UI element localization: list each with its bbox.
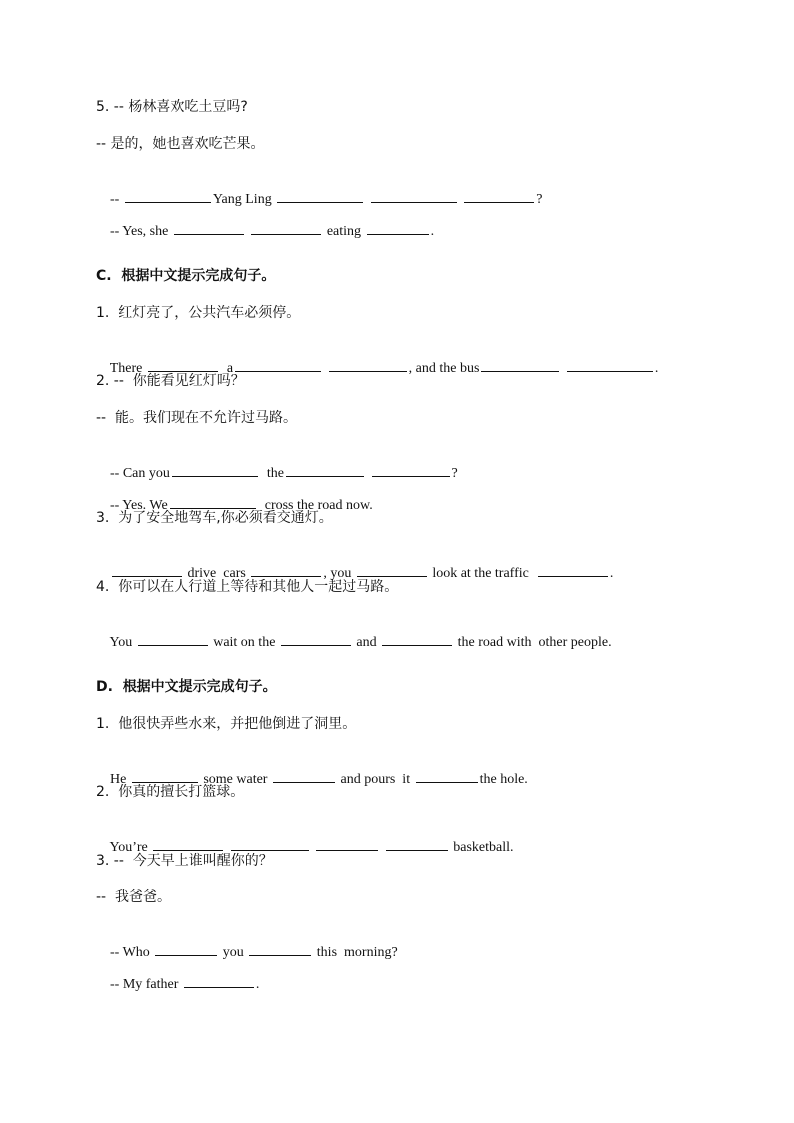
answer-blank[interactable] xyxy=(567,358,653,372)
text-segment: wait on the xyxy=(209,635,279,650)
answer-blank[interactable] xyxy=(184,974,254,988)
text-segment: . xyxy=(654,361,659,376)
c-question-1-prompt: 1. 红灯亮了，公共汽车必须停。 xyxy=(96,305,301,321)
c-question-4-line xyxy=(96,614,612,670)
text-segment: , and the bus xyxy=(408,361,480,376)
text-segment: -- Yes. We xyxy=(110,498,168,513)
answer-blank[interactable] xyxy=(329,358,407,372)
d-question-3-answer-zh: -- 我爸爸。 xyxy=(96,889,172,905)
text-segment: a xyxy=(219,361,234,376)
text-segment: -- Yes, she xyxy=(110,224,172,239)
text-segment: basketball. xyxy=(449,840,514,855)
text-segment: ? xyxy=(451,466,458,481)
text-segment: eating xyxy=(323,224,365,239)
text-segment: -- Can you xyxy=(110,466,170,481)
c-question-2-answer-zh: -- 能。我们现在不允许过马路。 xyxy=(96,410,298,426)
answer-blank[interactable] xyxy=(386,837,448,851)
answer-blank[interactable] xyxy=(249,942,311,956)
text-segment: the xyxy=(259,466,284,481)
text-segment: He xyxy=(110,772,130,787)
answer-blank[interactable] xyxy=(481,358,559,372)
answer-blank[interactable] xyxy=(367,221,429,235)
text-segment: the road with other people. xyxy=(454,635,612,650)
text-segment: and pours it xyxy=(336,772,414,787)
text-segment: , you xyxy=(323,566,355,581)
answer-blank[interactable] xyxy=(112,563,182,577)
d-question-3-line-2 xyxy=(96,956,259,1012)
answer-blank[interactable] xyxy=(148,358,218,372)
d-question-2-prompt: 2. 你真的擅长打篮球。 xyxy=(96,784,245,800)
question-5-prompt: 5. -- 杨林喜欢吃土豆吗? xyxy=(96,99,248,115)
answer-blank[interactable] xyxy=(372,463,450,477)
text-segment: . xyxy=(430,224,435,239)
answer-blank[interactable] xyxy=(382,632,452,646)
answer-blank[interactable] xyxy=(155,942,217,956)
answer-blank[interactable] xyxy=(286,463,364,477)
answer-blank[interactable] xyxy=(132,769,198,783)
answer-blank[interactable] xyxy=(273,769,335,783)
answer-blank[interactable] xyxy=(251,221,321,235)
answer-blank[interactable] xyxy=(281,632,351,646)
answer-blank[interactable] xyxy=(416,769,478,783)
text-segment: this morning? xyxy=(313,945,398,960)
text-segment: -- Who xyxy=(110,945,154,960)
answer-blank[interactable] xyxy=(357,563,427,577)
section-c-heading: C. 根据中文提示完成句子。 xyxy=(96,268,276,284)
answer-blank[interactable] xyxy=(170,495,256,509)
answer-blank[interactable] xyxy=(153,837,223,851)
question-5-line-2 xyxy=(96,203,434,259)
text-segment: ? xyxy=(536,192,543,207)
text-segment: you xyxy=(219,945,248,960)
text-segment: You’re xyxy=(109,840,152,855)
answer-blank[interactable] xyxy=(174,221,244,235)
c-question-3-prompt: 3. 为了安全地驾车,你必须看交通灯。 xyxy=(96,510,333,526)
text-segment: and xyxy=(352,635,381,650)
text-segment: some water xyxy=(199,772,271,787)
text-segment: You xyxy=(109,635,136,650)
answer-blank[interactable] xyxy=(125,189,211,203)
text-segment: drive cars xyxy=(184,566,250,581)
answer-blank[interactable] xyxy=(138,632,208,646)
text-segment: -- xyxy=(110,192,123,207)
question-5-answer-zh: -- 是的，她也喜欢吃芒果。 xyxy=(96,136,265,152)
text-segment: . xyxy=(609,566,614,581)
answer-blank[interactable] xyxy=(464,189,534,203)
answer-blank[interactable] xyxy=(316,837,378,851)
d-question-3-prompt: 3. -- 今天早上谁叫醒你的？ xyxy=(96,853,273,869)
text-segment: -- My father xyxy=(110,977,182,992)
text-segment: cross the road now. xyxy=(257,498,373,513)
text-segment: Yang Ling xyxy=(212,192,276,207)
section-d-heading: D. 根据中文提示完成句子。 xyxy=(96,679,277,695)
answer-blank[interactable] xyxy=(277,189,363,203)
text-segment: . xyxy=(255,977,260,992)
text-segment: There xyxy=(109,361,146,376)
answer-blank[interactable] xyxy=(172,463,258,477)
answer-blank[interactable] xyxy=(231,837,309,851)
d-question-1-prompt: 1. 他很快弄些水来，并把他倒进了洞里。 xyxy=(96,716,357,732)
c-question-4-prompt: 4. 你可以在人行道上等待和其他人一起过马路。 xyxy=(96,579,399,595)
answer-blank[interactable] xyxy=(251,563,321,577)
c-question-2-prompt: 2. -- 你能看见红灯吗？ xyxy=(96,373,245,389)
text-segment: look at the traffic xyxy=(428,566,536,581)
answer-blank[interactable] xyxy=(235,358,321,372)
answer-blank[interactable] xyxy=(371,189,457,203)
answer-blank[interactable] xyxy=(538,563,608,577)
text-segment: the hole. xyxy=(479,772,528,787)
